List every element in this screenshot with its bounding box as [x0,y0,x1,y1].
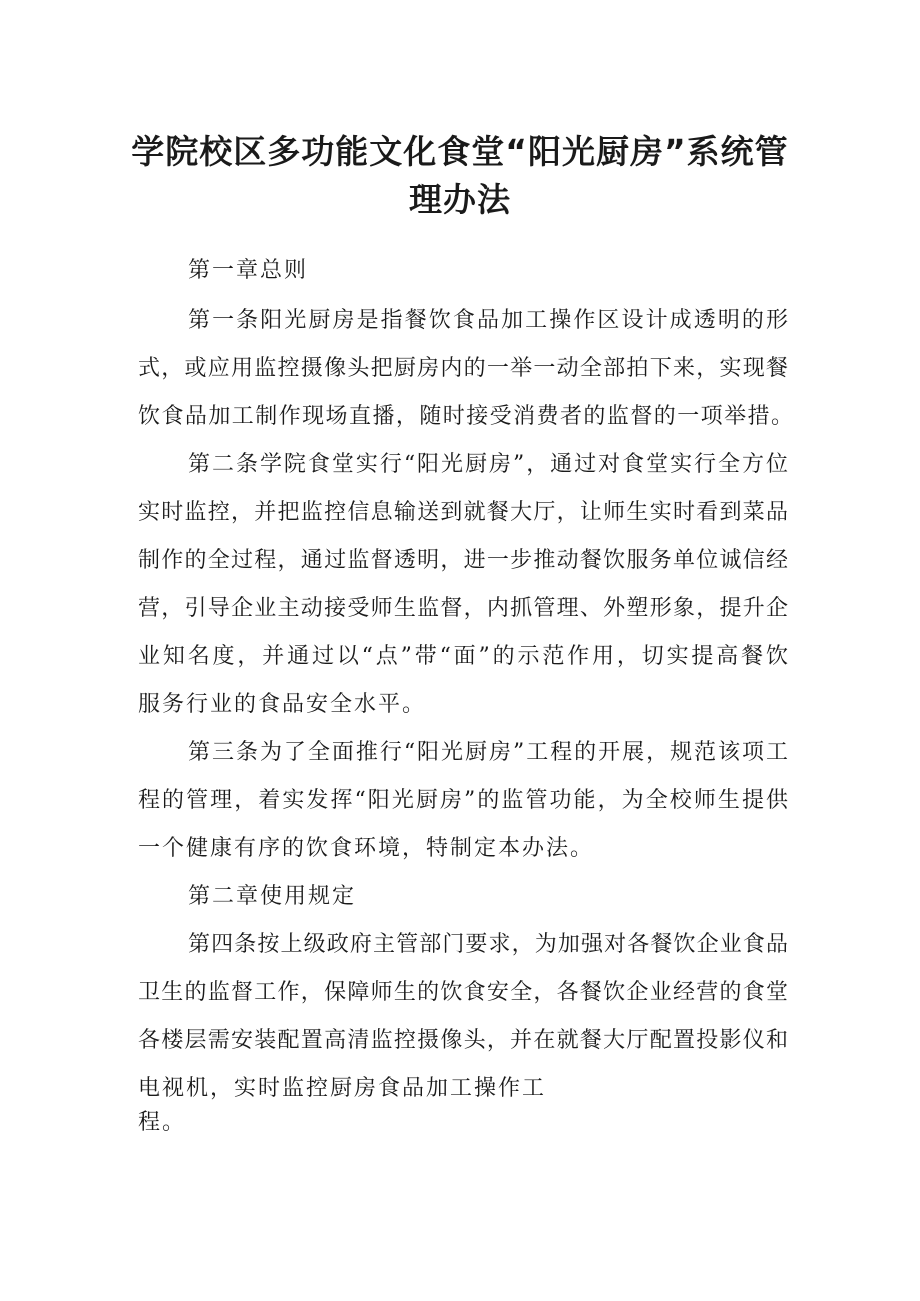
paragraph-line: 各楼层需安装配置高清监控摄像头，并在就餐大厅配置投影仪和 [138,1028,788,1053]
chapter-heading: 第一章总则 [188,258,309,283]
chapter-heading: 第二章使用规定 [188,884,357,909]
paragraph-line: 第一条阳光厨房是指餐饮食品加工操作区设计成透明的形 [188,308,788,333]
paragraph-line: 营，引导企业主动接受师生监督，内抓管理、外塑形象，提升企 [138,596,788,621]
paragraph-line: 饮食品加工制作现场直播，随时接受消费者的监督的一项举措。 [138,404,793,429]
paragraph-line: 实时监控，并把监控信息输送到就餐大厅，让师生实时看到菜品 [138,500,788,525]
paragraph-line: 服务行业的食品安全水平。 [138,692,427,717]
paragraph-line: 第三条为了全面推行“阳光厨房”工程的开展，规范该项工 [188,740,788,765]
paragraph-line: 程。 [138,1110,187,1135]
document-title-line-1: 学院校区多功能文化食堂“阳光厨房”系统管 [131,132,789,171]
paragraph-line: 卫生的监督工作，保障师生的饮食安全，各餐饮企业经营的食堂 [138,980,788,1005]
document-title-line-2: 理办法 [409,180,511,219]
paragraph-line: 一个健康有序的饮食环境，特制定本办法。 [138,836,595,861]
paragraph-line: 电视机，实时监控厨房食品加工操作工 [138,1076,547,1101]
paragraph-line: 第二条学院食堂实行“阳光厨房”，通过对食堂实行全方位 [188,452,788,477]
paragraph-line: 式，或应用监控摄像头把厨房内的一举一动全部拍下来，实现餐 [138,356,788,381]
paragraph-line: 制作的全过程，通过监督透明，进一步推动餐饮服务单位诚信经 [138,548,788,573]
paragraph-line: 程的管理，着实发挥“阳光厨房”的监管功能，为全校师生提供 [138,788,788,813]
paragraph-line: 第四条按上级政府主管部门要求，为加强对各餐饮企业食品 [188,932,788,957]
paragraph-line: 业知名度，并通过以“点”带“面”的示范作用，切实提高餐饮 [138,644,788,669]
